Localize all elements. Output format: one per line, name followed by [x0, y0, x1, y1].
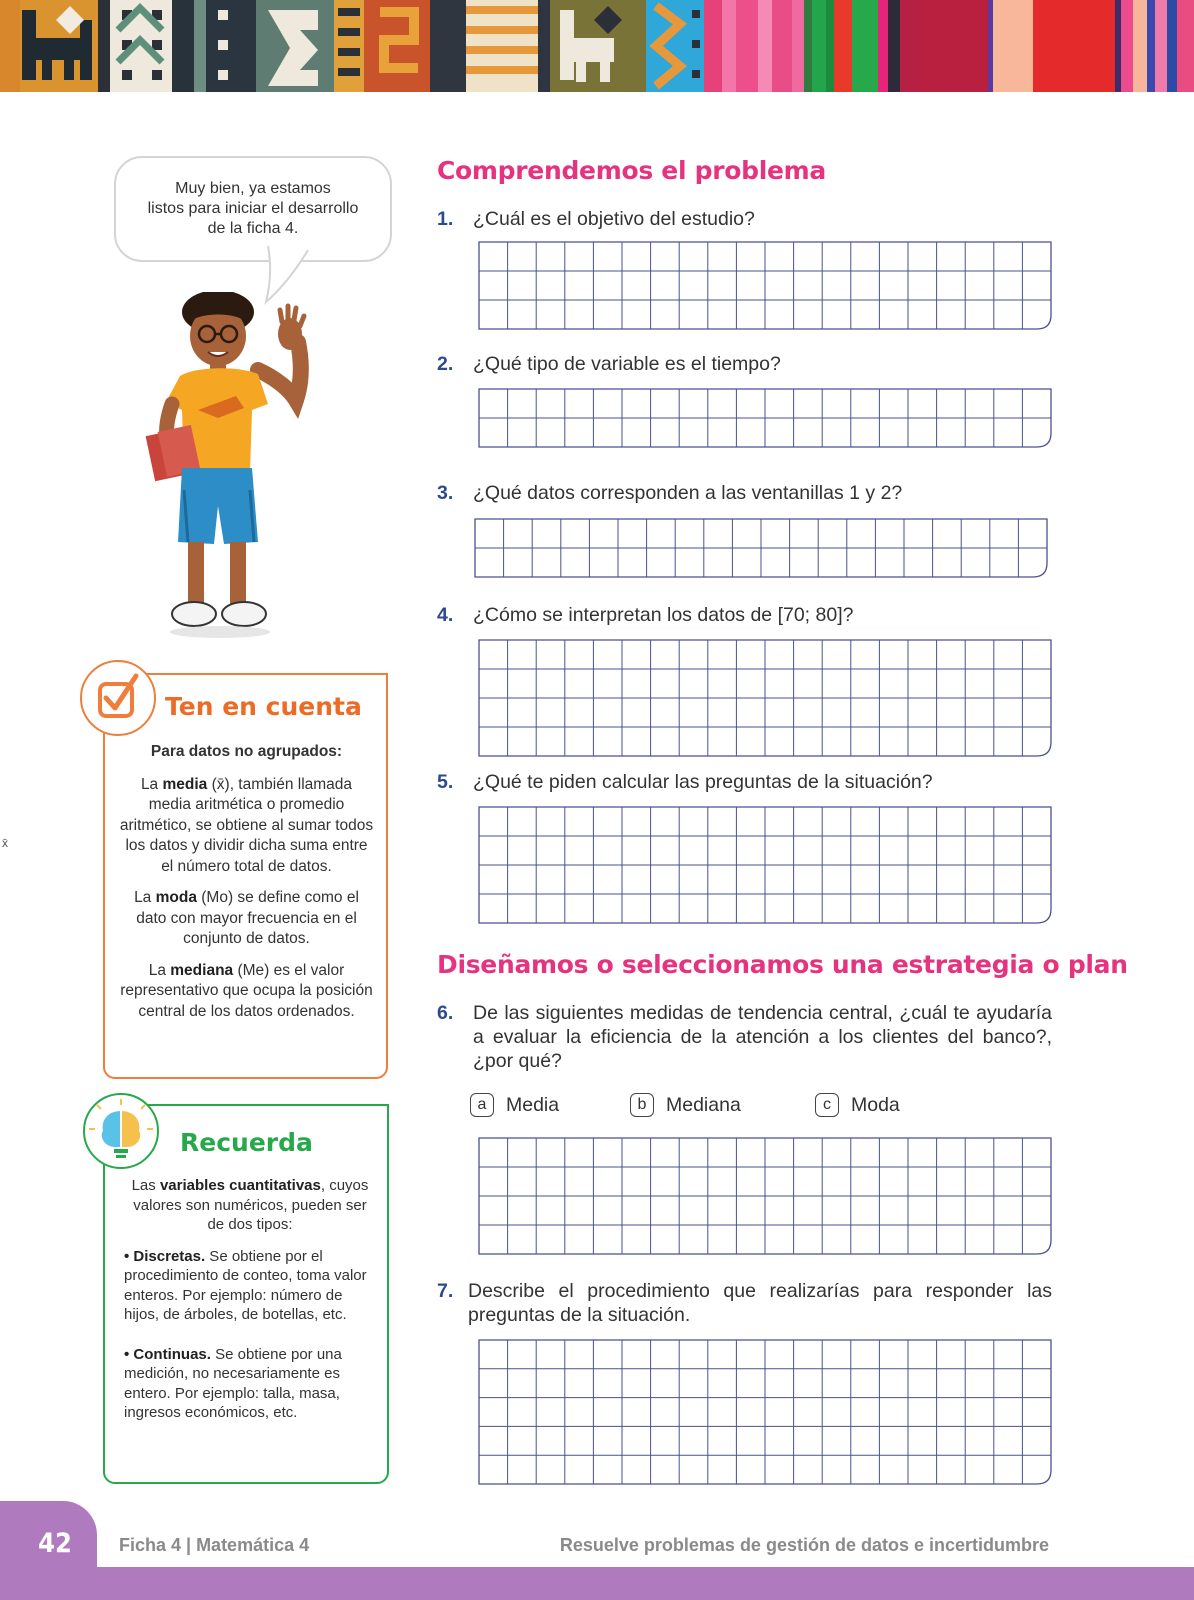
question-text: De las siguientes medidas de tendencia central, ¿cuál te ayudaría a evaluar la eficiencia de la atención a los clientes del banco?, ¿por qué?	[473, 1002, 1052, 1072]
answer-grid-5[interactable]	[478, 806, 1052, 924]
question-3	[437, 481, 1057, 505]
option-letter: b	[630, 1093, 654, 1117]
answer-grid-7[interactable]	[478, 1339, 1052, 1485]
answer-grid-6[interactable]	[478, 1137, 1052, 1255]
answer-grid-3[interactable]	[474, 518, 1048, 578]
bubble-line-1: Muy bien, ya estamos	[175, 180, 331, 197]
question-number: 4.	[437, 604, 454, 626]
margin-mark: x̄	[2, 836, 8, 850]
question-number: 3.	[437, 482, 454, 504]
checkbox-icon	[80, 660, 156, 736]
question-2	[437, 352, 1057, 376]
question-text: ¿Qué tipo de variable es el tiempo?	[473, 353, 781, 375]
section-title-comprendemos: Comprendemos el problema	[437, 156, 826, 185]
question-number: 5.	[437, 771, 454, 793]
question-text: ¿Qué datos corresponden a las ventanillas 1 y 2?	[473, 482, 903, 504]
footer-left-text: Ficha 4 | Matemática 4	[119, 1535, 310, 1555]
grid-svg	[478, 388, 1052, 448]
continuas-item: • Continuas. Se obtiene por una medición, no necesariamente es entero. Por ejemplo: talla, masa, ingresos económicos, etc.	[124, 1345, 342, 1421]
option-label: Media	[506, 1093, 560, 1116]
option-c[interactable]	[815, 1093, 900, 1117]
ten-en-cuenta-title: Ten en cuenta	[165, 692, 362, 721]
footer-right-text: Resuelve problemas de gestión de datos e incertidumbre	[559, 1535, 1049, 1555]
discretas-item: • Discretas. Se obtiene por el procedimiento de conteo, toma valor enteros. Por ejemplo: número de hijos, de árboles, de botellas, etc.	[124, 1247, 367, 1323]
bubble-line-3: de la ficha 4.	[207, 220, 299, 237]
answer-grid-4[interactable]	[478, 639, 1052, 757]
question-text: Describe el procedimiento que realizarías para responder las preguntas de la situación.	[468, 1280, 1052, 1326]
option-letter: c	[815, 1093, 839, 1117]
option-b[interactable]	[630, 1093, 741, 1117]
brain-lightbulb-icon	[83, 1093, 159, 1169]
question-5	[437, 770, 1057, 794]
options-row	[470, 1093, 950, 1121]
mediana-definition: La mediana (Me) es el valor representativo que ocupa la posición central de los datos ordenados.	[120, 961, 373, 1020]
recuerda-title: Recuerda	[180, 1128, 313, 1157]
question-number: 7.	[437, 1280, 454, 1302]
answer-grid-2[interactable]	[478, 388, 1052, 448]
question-number: 1.	[437, 208, 454, 230]
grid-svg	[478, 1339, 1052, 1485]
speech-bubble	[114, 156, 392, 262]
question-number: 2.	[437, 353, 454, 375]
recuerda-body	[124, 1176, 376, 1443]
ten-en-cuenta-body	[118, 742, 375, 1033]
bubble-line-2: listos para iniciar el desarrollo	[147, 200, 359, 217]
moda-definition: La moda (Mo) se define como el dato con mayor frecuencia en el conjunto de datos.	[134, 889, 359, 947]
question-number: 6.	[437, 1002, 454, 1024]
question-text: ¿Cuál es el objetivo del estudio?	[473, 208, 755, 230]
recuerda-intro: Las variables cuantitativas, cuyos valores son numéricos, pueden ser de dos tipos:	[131, 1177, 369, 1233]
grid-svg	[478, 806, 1052, 924]
ten-en-cuenta-subtitle: Para datos no agrupados:	[150, 743, 343, 760]
section-title-disenamos: Diseñamos o seleccionamos una estrategia o plan	[437, 950, 1128, 979]
question-text: ¿Cómo se interpretan los datos de [70; 80]?	[473, 604, 854, 626]
student-illustration	[140, 292, 320, 662]
grid-svg	[478, 639, 1052, 757]
question-text: ¿Qué te piden calcular las preguntas de la situación?	[473, 771, 933, 793]
question-4	[437, 603, 1057, 627]
textile-banner	[0, 0, 1194, 92]
option-label: Mediana	[666, 1093, 741, 1116]
answer-grid-1[interactable]	[478, 241, 1052, 330]
option-letter: a	[470, 1093, 494, 1117]
question-6	[437, 1001, 1052, 1073]
media-definition: La media (x̄), también llamada media aritmética o promedio aritmético, se obtiene al sumar todos los datos y dividir dicha suma entre el número total de datos.	[119, 775, 374, 875]
option-a[interactable]	[470, 1093, 559, 1117]
question-7	[437, 1279, 1052, 1327]
option-label: Moda	[851, 1093, 900, 1116]
grid-svg	[478, 241, 1052, 330]
page-number: 42	[38, 1528, 72, 1559]
footer-band	[0, 1567, 1194, 1600]
question-1	[437, 207, 1057, 231]
grid-svg	[478, 1137, 1052, 1255]
grid-svg	[474, 518, 1048, 578]
